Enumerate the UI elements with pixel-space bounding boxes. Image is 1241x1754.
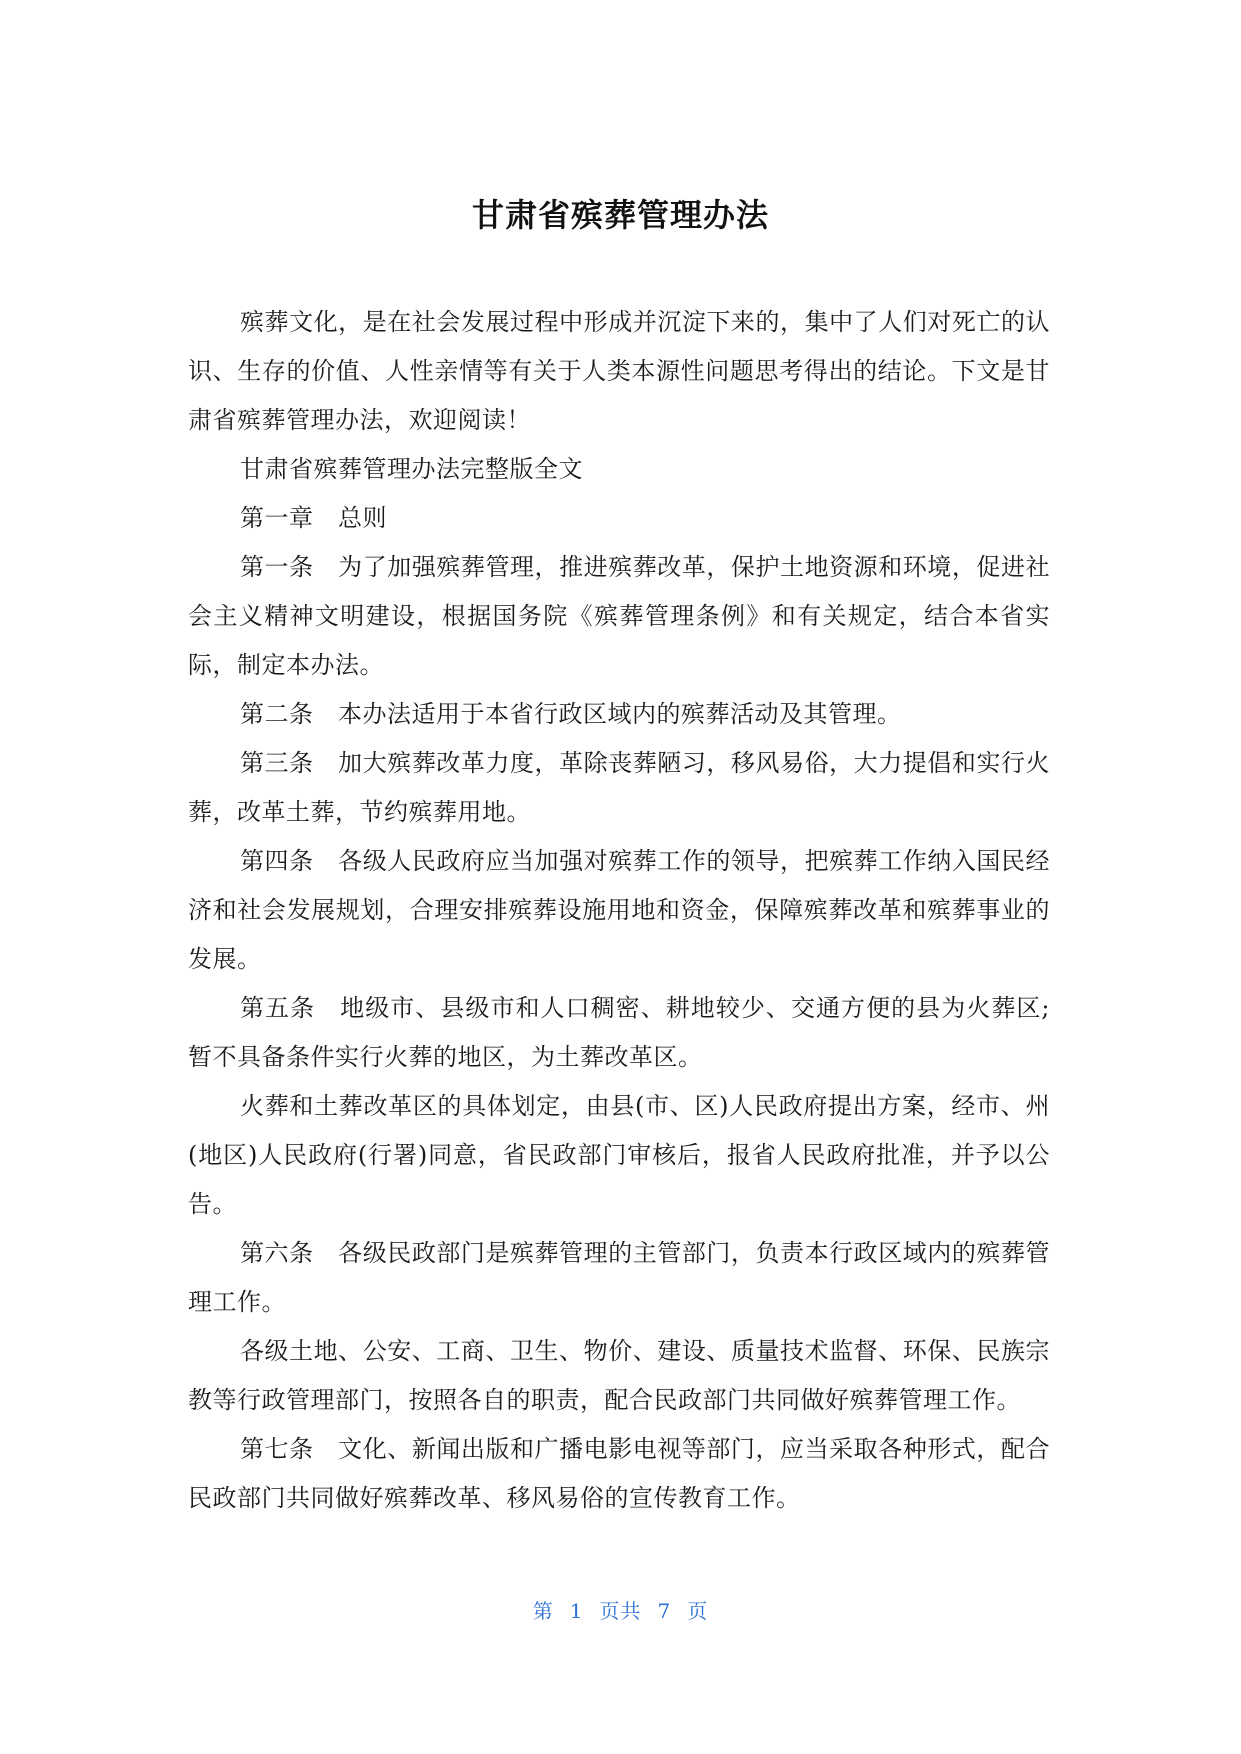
article-6-clause-2: 各级土地、公安、工商、卫生、物价、建设、质量技术监督、环保、民族宗教等行政管理部门，按照各自的职责，配合民政部门共同做好殡葬管理工作。 — [188, 1337, 1050, 1414]
document-title: 甘肃省殡葬管理办法 — [471, 196, 769, 234]
article-5: 第五条 地级市、县级市和人口稠密、耕地较少、交通方便的县为火葬区;暂不具备条件实行火葬的地区，为土葬改革区。 — [188, 994, 1050, 1071]
footer-current-page: 1 — [569, 1599, 584, 1623]
footer-middle: 页共 — [599, 1599, 642, 1623]
footer-prefix: 第 — [532, 1599, 554, 1623]
footer-total-pages: 7 — [657, 1599, 672, 1623]
page-number-footer — [0, 1595, 1241, 1624]
article-2: 第二条 本办法适用于本省行政区域内的殡葬活动及其管理。 — [240, 700, 902, 728]
intro-paragraph: 殡葬文化，是在社会发展过程中形成并沉淀下来的，集中了人们对死亡的认识、生存的价值、人性亲情等有关于人类本源性问题思考得出的结论。下文是甘肃省殡葬管理办法，欢迎阅读！ — [188, 308, 1050, 434]
footer-suffix: 页 — [687, 1599, 709, 1623]
article-6: 第六条 各级民政部门是殡葬管理的主管部门，负责本行政区域内的殡葬管理工作。 — [188, 1239, 1050, 1316]
full-text-heading: 甘肃省殡葬管理办法完整版全文 — [240, 455, 583, 483]
chapter-heading: 第一章 总则 — [240, 504, 387, 532]
article-7: 第七条 文化、新闻出版和广播电影电视等部门，应当采取各种形式，配合民政部门共同做好殡葬改革、移风易俗的宣传教育工作。 — [188, 1435, 1050, 1512]
document-body — [188, 298, 1050, 1523]
article-3: 第三条 加大殡葬改革力度，革除丧葬陋习，移风易俗，大力提倡和实行火葬，改革土葬，节约殡葬用地。 — [188, 749, 1050, 826]
article-5-clause-2: 火葬和土葬改革区的具体划定，由县(市、区)人民政府提出方案，经市、州(地区)人民政府(行署)同意，省民政部门审核后，报省人民政府批准，并予以公告。 — [188, 1092, 1050, 1218]
article-4: 第四条 各级人民政府应当加强对殡葬工作的领导，把殡葬工作纳入国民经济和社会发展规划，合理安排殡葬设施用地和资金，保障殡葬改革和殡葬事业的发展。 — [188, 847, 1050, 973]
article-1: 第一条 为了加强殡葬管理，推进殡葬改革，保护土地资源和环境，促进社会主义精神文明建设，根据国务院《殡葬管理条例》和有关规定，结合本省实际，制定本办法。 — [188, 553, 1050, 679]
